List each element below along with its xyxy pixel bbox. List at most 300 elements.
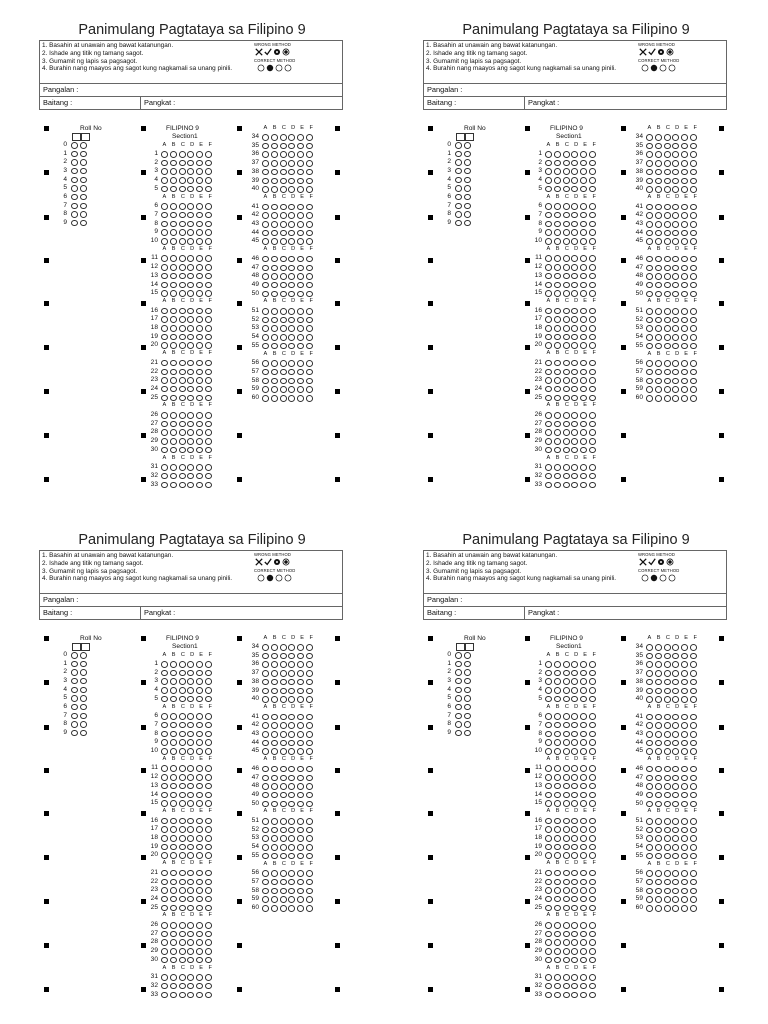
answer-bubble[interactable] [187, 896, 194, 903]
answer-bubble[interactable] [655, 661, 662, 668]
answer-bubble[interactable] [545, 731, 552, 738]
roll-bubble[interactable] [455, 177, 462, 184]
answer-bubble[interactable] [196, 974, 203, 981]
answer-bubble[interactable] [690, 204, 697, 211]
answer-bubble[interactable] [205, 316, 212, 323]
roll-bubble[interactable] [464, 678, 471, 685]
answer-bubble[interactable] [161, 818, 168, 825]
answer-bubble[interactable] [563, 212, 570, 219]
answer-bubble[interactable] [297, 151, 304, 158]
answer-bubble[interactable] [690, 679, 697, 686]
answer-bubble[interactable] [672, 748, 679, 755]
answer-bubble[interactable] [563, 696, 570, 703]
answer-bubble[interactable] [672, 221, 679, 228]
answer-bubble[interactable] [306, 688, 313, 695]
answer-bubble[interactable] [205, 800, 212, 807]
answer-bubble[interactable] [280, 204, 287, 211]
answer-bubble[interactable] [306, 334, 313, 341]
answer-bubble[interactable] [179, 177, 186, 184]
answer-bubble[interactable] [664, 178, 671, 185]
roll-bubble[interactable] [464, 220, 471, 227]
roll-bubble[interactable] [455, 687, 462, 694]
answer-bubble[interactable] [672, 212, 679, 219]
answer-bubble[interactable] [655, 369, 662, 376]
answer-bubble[interactable] [271, 801, 278, 808]
answer-bubble[interactable] [690, 801, 697, 808]
roll-bubble[interactable] [464, 661, 471, 668]
answer-bubble[interactable] [306, 308, 313, 315]
answer-bubble[interactable] [563, 748, 570, 755]
answer-bubble[interactable] [161, 282, 168, 289]
roll-bubble[interactable] [80, 211, 87, 218]
answer-bubble[interactable] [161, 229, 168, 236]
answer-bubble[interactable] [681, 818, 688, 825]
answer-bubble[interactable] [664, 827, 671, 834]
answer-bubble[interactable] [170, 186, 177, 193]
roll-bubble[interactable] [80, 678, 87, 685]
answer-bubble[interactable] [545, 844, 552, 851]
roll-bubble[interactable] [71, 661, 78, 668]
answer-bubble[interactable] [196, 792, 203, 799]
answer-bubble[interactable] [664, 714, 671, 721]
answer-bubble[interactable] [262, 818, 269, 825]
answer-bubble[interactable] [297, 334, 304, 341]
answer-bubble[interactable] [187, 731, 194, 738]
answer-bubble[interactable] [545, 852, 552, 859]
answer-bubble[interactable] [646, 714, 653, 721]
answer-bubble[interactable] [205, 473, 212, 480]
answer-bubble[interactable] [554, 229, 561, 236]
answer-bubble[interactable] [179, 826, 186, 833]
roll-bubble[interactable] [455, 678, 462, 685]
answer-bubble[interactable] [589, 905, 596, 912]
answer-bubble[interactable] [288, 369, 295, 376]
answer-bubble[interactable] [262, 291, 269, 298]
answer-bubble[interactable] [690, 853, 697, 860]
answer-bubble[interactable] [205, 879, 212, 886]
answer-bubble[interactable] [170, 386, 177, 393]
answer-bubble[interactable] [262, 369, 269, 376]
answer-bubble[interactable] [170, 160, 177, 167]
answer-bubble[interactable] [545, 316, 552, 323]
answer-bubble[interactable] [690, 169, 697, 176]
roll-bubble[interactable] [71, 713, 78, 720]
answer-bubble[interactable] [297, 369, 304, 376]
roll-bubble[interactable] [71, 151, 78, 158]
answer-bubble[interactable] [664, 870, 671, 877]
answer-bubble[interactable] [297, 360, 304, 367]
answer-bubble[interactable] [161, 739, 168, 746]
answer-bubble[interactable] [196, 687, 203, 694]
answer-bubble[interactable] [571, 939, 578, 946]
roll-bubble[interactable] [464, 151, 471, 158]
answer-bubble[interactable] [554, 482, 561, 489]
answer-bubble[interactable] [655, 905, 662, 912]
answer-bubble[interactable] [205, 290, 212, 297]
roll-bubble[interactable] [71, 669, 78, 676]
roll-no-box[interactable] [81, 643, 90, 651]
answer-bubble[interactable] [681, 378, 688, 385]
answer-bubble[interactable] [580, 870, 587, 877]
answer-bubble[interactable] [646, 317, 653, 324]
answer-bubble[interactable] [589, 177, 596, 184]
answer-bubble[interactable] [280, 870, 287, 877]
answer-bubble[interactable] [196, 229, 203, 236]
answer-bubble[interactable] [571, 438, 578, 445]
answer-bubble[interactable] [297, 835, 304, 842]
answer-bubble[interactable] [589, 395, 596, 402]
roll-bubble[interactable] [455, 159, 462, 166]
answer-bubble[interactable] [681, 688, 688, 695]
answer-bubble[interactable] [580, 826, 587, 833]
answer-bubble[interactable] [545, 792, 552, 799]
answer-bubble[interactable] [563, 835, 570, 842]
answer-bubble[interactable] [690, 186, 697, 193]
answer-bubble[interactable] [205, 264, 212, 271]
answer-bubble[interactable] [288, 688, 295, 695]
answer-bubble[interactable] [306, 766, 313, 773]
answer-bubble[interactable] [262, 178, 269, 185]
answer-bubble[interactable] [690, 644, 697, 651]
answer-bubble[interactable] [262, 360, 269, 367]
answer-bubble[interactable] [554, 765, 561, 772]
answer-bubble[interactable] [571, 221, 578, 228]
answer-bubble[interactable] [580, 844, 587, 851]
answer-bubble[interactable] [571, 844, 578, 851]
answer-bubble[interactable] [655, 204, 662, 211]
answer-bubble[interactable] [297, 766, 304, 773]
answer-bubble[interactable] [681, 317, 688, 324]
roll-bubble[interactable] [71, 194, 78, 201]
answer-bubble[interactable] [196, 661, 203, 668]
answer-bubble[interactable] [306, 679, 313, 686]
answer-bubble[interactable] [280, 818, 287, 825]
answer-bubble[interactable] [262, 801, 269, 808]
answer-bubble[interactable] [580, 473, 587, 480]
answer-bubble[interactable] [179, 360, 186, 367]
answer-bubble[interactable] [205, 482, 212, 489]
answer-bubble[interactable] [646, 378, 653, 385]
answer-bubble[interactable] [664, 905, 671, 912]
answer-bubble[interactable] [161, 369, 168, 376]
answer-bubble[interactable] [664, 888, 671, 895]
answer-bubble[interactable] [205, 713, 212, 720]
answer-bubble[interactable] [563, 887, 570, 894]
answer-bubble[interactable] [262, 905, 269, 912]
answer-bubble[interactable] [681, 282, 688, 289]
answer-bubble[interactable] [288, 221, 295, 228]
answer-bubble[interactable] [196, 922, 203, 929]
answer-bubble[interactable] [655, 644, 662, 651]
answer-bubble[interactable] [288, 265, 295, 272]
answer-bubble[interactable] [672, 395, 679, 402]
answer-bubble[interactable] [205, 212, 212, 219]
answer-bubble[interactable] [187, 948, 194, 955]
answer-bubble[interactable] [306, 748, 313, 755]
answer-bubble[interactable] [179, 212, 186, 219]
answer-bubble[interactable] [170, 687, 177, 694]
answer-bubble[interactable] [563, 765, 570, 772]
answer-bubble[interactable] [187, 713, 194, 720]
answer-bubble[interactable] [205, 792, 212, 799]
answer-bubble[interactable] [681, 369, 688, 376]
answer-bubble[interactable] [690, 265, 697, 272]
answer-bubble[interactable] [545, 905, 552, 912]
answer-bubble[interactable] [655, 395, 662, 402]
answer-bubble[interactable] [571, 670, 578, 677]
answer-bubble[interactable] [280, 134, 287, 141]
answer-bubble[interactable] [187, 212, 194, 219]
answer-bubble[interactable] [288, 151, 295, 158]
answer-bubble[interactable] [681, 670, 688, 677]
answer-bubble[interactable] [306, 212, 313, 219]
answer-bubble[interactable] [205, 939, 212, 946]
answer-bubble[interactable] [297, 905, 304, 912]
answer-bubble[interactable] [664, 844, 671, 851]
answer-bubble[interactable] [205, 974, 212, 981]
answer-bubble[interactable] [280, 801, 287, 808]
roll-bubble[interactable] [80, 721, 87, 728]
answer-bubble[interactable] [672, 334, 679, 341]
answer-bubble[interactable] [196, 957, 203, 964]
answer-bubble[interactable] [280, 740, 287, 747]
answer-bubble[interactable] [571, 852, 578, 859]
answer-bubble[interactable] [170, 342, 177, 349]
answer-bubble[interactable] [646, 151, 653, 158]
answer-bubble[interactable] [262, 827, 269, 834]
answer-bubble[interactable] [271, 325, 278, 332]
answer-bubble[interactable] [672, 369, 679, 376]
answer-bubble[interactable] [563, 922, 570, 929]
answer-bubble[interactable] [179, 273, 186, 280]
answer-bubble[interactable] [280, 905, 287, 912]
answer-bubble[interactable] [563, 731, 570, 738]
answer-bubble[interactable] [580, 255, 587, 262]
answer-bubble[interactable] [161, 473, 168, 480]
answer-bubble[interactable] [646, 230, 653, 237]
answer-bubble[interactable] [196, 369, 203, 376]
answer-bubble[interactable] [545, 765, 552, 772]
answer-bubble[interactable] [681, 801, 688, 808]
answer-bubble[interactable] [271, 334, 278, 341]
answer-bubble[interactable] [196, 412, 203, 419]
answer-bubble[interactable] [306, 186, 313, 193]
answer-bubble[interactable] [280, 221, 287, 228]
answer-bubble[interactable] [664, 317, 671, 324]
answer-bubble[interactable] [271, 853, 278, 860]
answer-bubble[interactable] [196, 360, 203, 367]
answer-bubble[interactable] [271, 870, 278, 877]
answer-bubble[interactable] [170, 983, 177, 990]
answer-bubble[interactable] [170, 377, 177, 384]
answer-bubble[interactable] [571, 696, 578, 703]
answer-bubble[interactable] [262, 186, 269, 193]
answer-bubble[interactable] [161, 464, 168, 471]
answer-bubble[interactable] [280, 879, 287, 886]
roll-bubble[interactable] [71, 142, 78, 149]
answer-bubble[interactable] [554, 282, 561, 289]
answer-bubble[interactable] [646, 273, 653, 280]
answer-bubble[interactable] [681, 853, 688, 860]
answer-bubble[interactable] [646, 169, 653, 176]
answer-bubble[interactable] [271, 212, 278, 219]
answer-bubble[interactable] [280, 256, 287, 263]
answer-bubble[interactable] [170, 221, 177, 228]
answer-bubble[interactable] [205, 221, 212, 228]
answer-bubble[interactable] [664, 230, 671, 237]
answer-bubble[interactable] [271, 844, 278, 851]
answer-bubble[interactable] [297, 670, 304, 677]
answer-bubble[interactable] [672, 879, 679, 886]
answer-bubble[interactable] [280, 731, 287, 738]
answer-bubble[interactable] [280, 722, 287, 729]
answer-bubble[interactable] [554, 896, 561, 903]
answer-bubble[interactable] [170, 177, 177, 184]
answer-bubble[interactable] [161, 273, 168, 280]
answer-bubble[interactable] [655, 766, 662, 773]
answer-bubble[interactable] [262, 160, 269, 167]
answer-bubble[interactable] [179, 783, 186, 790]
answer-bubble[interactable] [580, 939, 587, 946]
answer-bubble[interactable] [664, 688, 671, 695]
answer-bubble[interactable] [580, 713, 587, 720]
answer-bubble[interactable] [571, 835, 578, 842]
answer-bubble[interactable] [589, 774, 596, 781]
answer-bubble[interactable] [170, 852, 177, 859]
answer-bubble[interactable] [170, 369, 177, 376]
answer-bubble[interactable] [690, 714, 697, 721]
answer-bubble[interactable] [545, 186, 552, 193]
answer-bubble[interactable] [672, 143, 679, 150]
answer-bubble[interactable] [545, 800, 552, 807]
answer-bubble[interactable] [545, 687, 552, 694]
answer-bubble[interactable] [205, 687, 212, 694]
answer-bubble[interactable] [297, 722, 304, 729]
answer-bubble[interactable] [563, 282, 570, 289]
answer-bubble[interactable] [271, 775, 278, 782]
answer-bubble[interactable] [681, 395, 688, 402]
answer-bubble[interactable] [580, 922, 587, 929]
answer-bubble[interactable] [288, 844, 295, 851]
answer-bubble[interactable] [580, 974, 587, 981]
answer-bubble[interactable] [306, 783, 313, 790]
answer-bubble[interactable] [297, 661, 304, 668]
answer-bubble[interactable] [681, 783, 688, 790]
roll-bubble[interactable] [455, 669, 462, 676]
answer-bubble[interactable] [161, 713, 168, 720]
answer-bubble[interactable] [179, 879, 186, 886]
answer-bubble[interactable] [271, 714, 278, 721]
answer-bubble[interactable] [187, 879, 194, 886]
answer-bubble[interactable] [545, 395, 552, 402]
roll-bubble[interactable] [455, 194, 462, 201]
answer-bubble[interactable] [545, 273, 552, 280]
answer-bubble[interactable] [288, 653, 295, 660]
answer-bubble[interactable] [288, 317, 295, 324]
answer-bubble[interactable] [262, 134, 269, 141]
answer-bubble[interactable] [554, 186, 561, 193]
answer-bubble[interactable] [161, 421, 168, 428]
roll-bubble[interactable] [71, 730, 78, 737]
answer-bubble[interactable] [179, 792, 186, 799]
answer-bubble[interactable] [306, 905, 313, 912]
answer-bubble[interactable] [589, 870, 596, 877]
answer-bubble[interactable] [271, 696, 278, 703]
answer-bubble[interactable] [262, 740, 269, 747]
answer-bubble[interactable] [306, 273, 313, 280]
answer-bubble[interactable] [170, 395, 177, 402]
answer-bubble[interactable] [262, 151, 269, 158]
answer-bubble[interactable] [571, 151, 578, 158]
answer-bubble[interactable] [170, 844, 177, 851]
answer-bubble[interactable] [563, 826, 570, 833]
answer-bubble[interactable] [271, 230, 278, 237]
answer-bubble[interactable] [297, 343, 304, 350]
answer-bubble[interactable] [646, 844, 653, 851]
answer-bubble[interactable] [205, 342, 212, 349]
answer-bubble[interactable] [161, 316, 168, 323]
answer-bubble[interactable] [589, 879, 596, 886]
answer-bubble[interactable] [655, 308, 662, 315]
answer-bubble[interactable] [589, 369, 596, 376]
answer-bubble[interactable] [580, 421, 587, 428]
answer-bubble[interactable] [271, 256, 278, 263]
answer-bubble[interactable] [262, 395, 269, 402]
answer-bubble[interactable] [589, 792, 596, 799]
answer-bubble[interactable] [196, 377, 203, 384]
answer-bubble[interactable] [297, 273, 304, 280]
answer-bubble[interactable] [646, 143, 653, 150]
answer-bubble[interactable] [288, 325, 295, 332]
answer-bubble[interactable] [554, 922, 561, 929]
answer-bubble[interactable] [288, 722, 295, 729]
answer-bubble[interactable] [554, 290, 561, 297]
answer-bubble[interactable] [664, 740, 671, 747]
answer-bubble[interactable] [589, 800, 596, 807]
answer-bubble[interactable] [681, 343, 688, 350]
answer-bubble[interactable] [580, 212, 587, 219]
answer-bubble[interactable] [187, 386, 194, 393]
answer-bubble[interactable] [196, 731, 203, 738]
answer-bubble[interactable] [179, 264, 186, 271]
answer-bubble[interactable] [571, 334, 578, 341]
answer-bubble[interactable] [655, 670, 662, 677]
answer-bubble[interactable] [655, 360, 662, 367]
answer-bubble[interactable] [297, 679, 304, 686]
answer-bubble[interactable] [271, 766, 278, 773]
answer-bubble[interactable] [554, 473, 561, 480]
answer-bubble[interactable] [170, 290, 177, 297]
answer-bubble[interactable] [571, 661, 578, 668]
answer-bubble[interactable] [690, 870, 697, 877]
answer-bubble[interactable] [580, 325, 587, 332]
answer-bubble[interactable] [187, 922, 194, 929]
answer-bubble[interactable] [563, 879, 570, 886]
answer-bubble[interactable] [664, 343, 671, 350]
answer-bubble[interactable] [262, 853, 269, 860]
answer-bubble[interactable] [288, 661, 295, 668]
answer-bubble[interactable] [306, 801, 313, 808]
answer-bubble[interactable] [554, 377, 561, 384]
answer-bubble[interactable] [306, 265, 313, 272]
answer-bubble[interactable] [681, 644, 688, 651]
answer-bubble[interactable] [554, 369, 561, 376]
answer-bubble[interactable] [161, 835, 168, 842]
answer-bubble[interactable] [580, 464, 587, 471]
answer-bubble[interactable] [646, 265, 653, 272]
answer-bubble[interactable] [563, 931, 570, 938]
answer-bubble[interactable] [690, 378, 697, 385]
